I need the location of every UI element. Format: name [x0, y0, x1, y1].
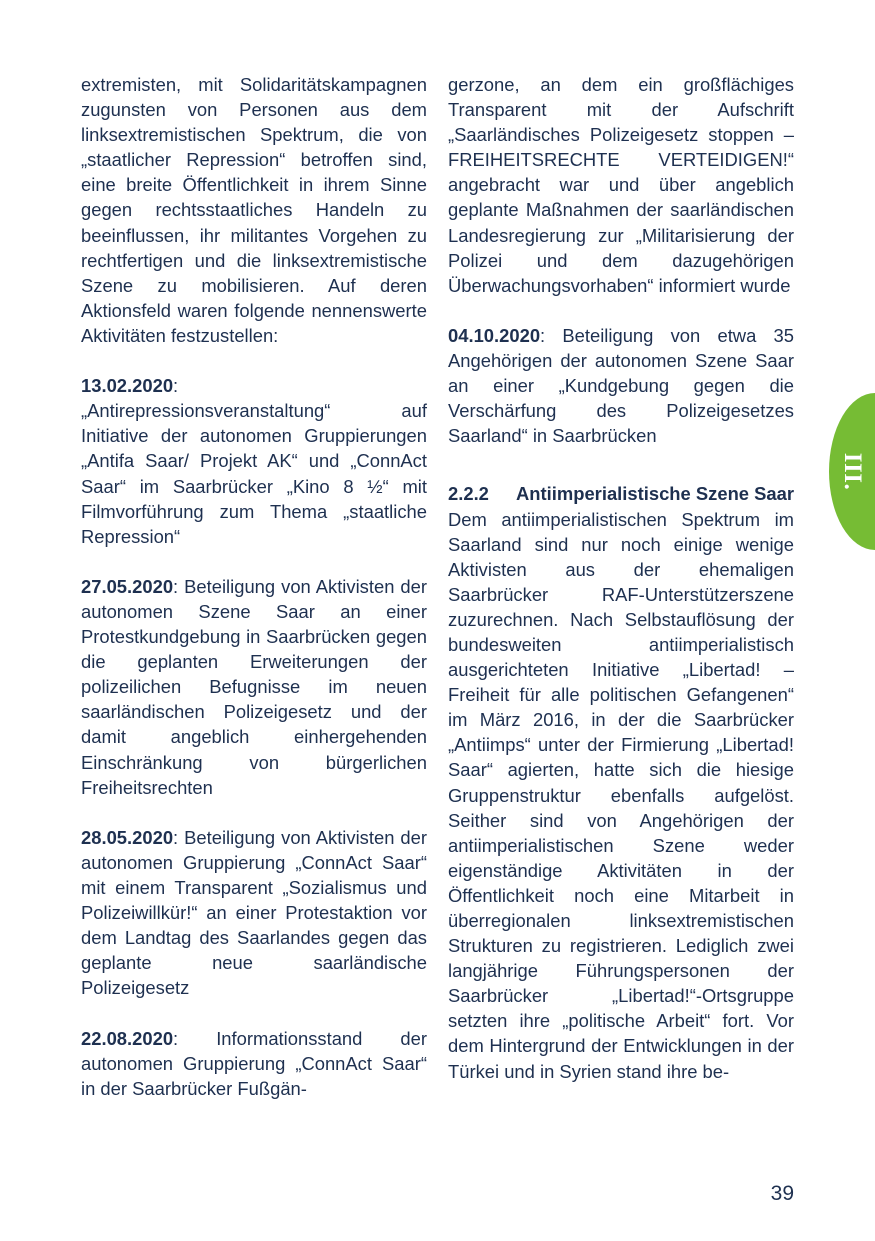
left-column	[81, 72, 427, 1162]
section-number: 2.2.2	[448, 483, 489, 505]
entry-date: 13.02.2020	[81, 375, 174, 397]
entry-date: 27.05.2020	[81, 575, 174, 597]
entry-text: : Beteiligung von etwa 35 Angehörigen der autonomen Szene Saar an einer „Kundgebung gegen die Verschärfung des Polizeigesetzes Saarland“ in Saarbrücken	[448, 324, 794, 447]
paragraph-continuation-right: gerzone, an dem ein großflächiges Transparent mit der Aufschrift „Saarländisches Polizeigesetz stoppen – FREIHEITSRECHTE VERTEIDIGEN!“ angebracht war und über angeblich geplante Maßnahmen der saarländischen Landesregierung zur „Militarisierung der Polizei und dem dazugehörigen Überwachungsvorhaben“ informiert wurde	[448, 74, 794, 296]
entry-date: 22.08.2020	[81, 1027, 174, 1049]
paragraph-entry-22-08-2020	[81, 1026, 427, 1101]
paragraph-continuation: extremisten, mit Solidaritätskampagnen zugunsten von Personen aus dem linksextremistischen Spektrum, die von „staatlicher Repression“ betroffen sind, eine breite Öffentlichkeit in ihrem Sinne gegen rechtsstaatliches Handeln zu beeinflussen, ihr militantes Vorgehen zu rechtfertigen und die linksextremistische Szene zu mobilisieren. Auf deren Aktionsfeld waren folgende nennenswerte Aktivitäten festzustellen:	[81, 74, 427, 346]
page-number: 39	[770, 1182, 794, 1205]
entry-text: : Beteiligung von Aktivisten der autonomen Gruppierung „ConnAct Saar“ mit einem Transparent „Sozialismus und Polizeiwillkür!“ an einer Protestaktion vor dem Landtag des Saarlandes gegen das geplante neue saarländische Polizeigesetz	[81, 826, 427, 999]
paragraph-entry-13-02-2020	[81, 373, 427, 549]
section-heading-2-2-2	[448, 481, 794, 506]
right-column	[448, 72, 794, 1162]
entry-date: 04.10.2020	[448, 324, 541, 346]
paragraph-antiimperialistische-szene: Dem antiimperialistischen Spektrum im Saarland sind nur noch einige wenige Aktivisten aus der ehemaligen Saarbrücker RAF-Unterstützerszene zuzurechnen. Nach Selbstauflösung der bundesweiten antiimperialistisch ausgerichteten Initiative „Libertad! – Freiheit für alle politischen Gefangenen“ im März 2016, in der die Saarbrücker „Antiimps“ unter der Firmierung „Libertad! Saar“ agierten, hatte sich die hiesige Gruppenstruktur ebenfalls aufgelöst. Seither sind von Angehörigen der antiimperialistischen Szene weder eigenständige Aktivitäten in der Öffentlichkeit noch eine Mitarbeit in überregionalen linksextremistischen Strukturen zu registrieren. Lediglich zwei langjährige Führungspersonen der Saarbrücker „Libertad!“-Ortsgruppe setzten ihre „politische Arbeit“ fort. Vor dem Hintergrund der Entwicklungen in der Türkei und in Syrien stand ihre be-	[448, 508, 794, 1082]
entry-text: : Informationsstand der autonomen Gruppierung „ConnAct Saar“ in der Saarbrücker Fußgän-	[81, 1027, 427, 1099]
section-title: Antiimperialistische Szene Saar	[516, 483, 795, 505]
entry-date: 28.05.2020	[81, 826, 174, 848]
two-column-body	[81, 72, 795, 1162]
chapter-thumb-tab-label: III.	[839, 452, 866, 491]
paragraph-entry-27-05-2020	[81, 574, 427, 800]
paragraph-entry-04-10-2020	[448, 323, 794, 448]
chapter-thumb-tab[interactable]	[829, 393, 875, 550]
entry-text: : „Antirepressionsveranstaltung“ auf Initiative der autonomen Gruppierungen „Antifa Saar/ Projekt AK“ und „ConnAct Saar“ im Saarbrücker „Kino 8 ½“ mit Filmvorführung zum Thema „staatliche Repression“	[81, 375, 427, 547]
entry-text: : Beteiligung von Aktivisten der autonomen Szene Saar an einer Protestkundgebung in Saarbrücken gegen die geplanten Erweiterungen der polizeilichen Befugnisse im neuen saarländischen Polizeigesetz und der damit angeblich einhergehenden Einschränkung von bürgerlichen Freiheitsrechten	[81, 575, 427, 798]
paragraph-entry-28-05-2020	[81, 825, 427, 1001]
